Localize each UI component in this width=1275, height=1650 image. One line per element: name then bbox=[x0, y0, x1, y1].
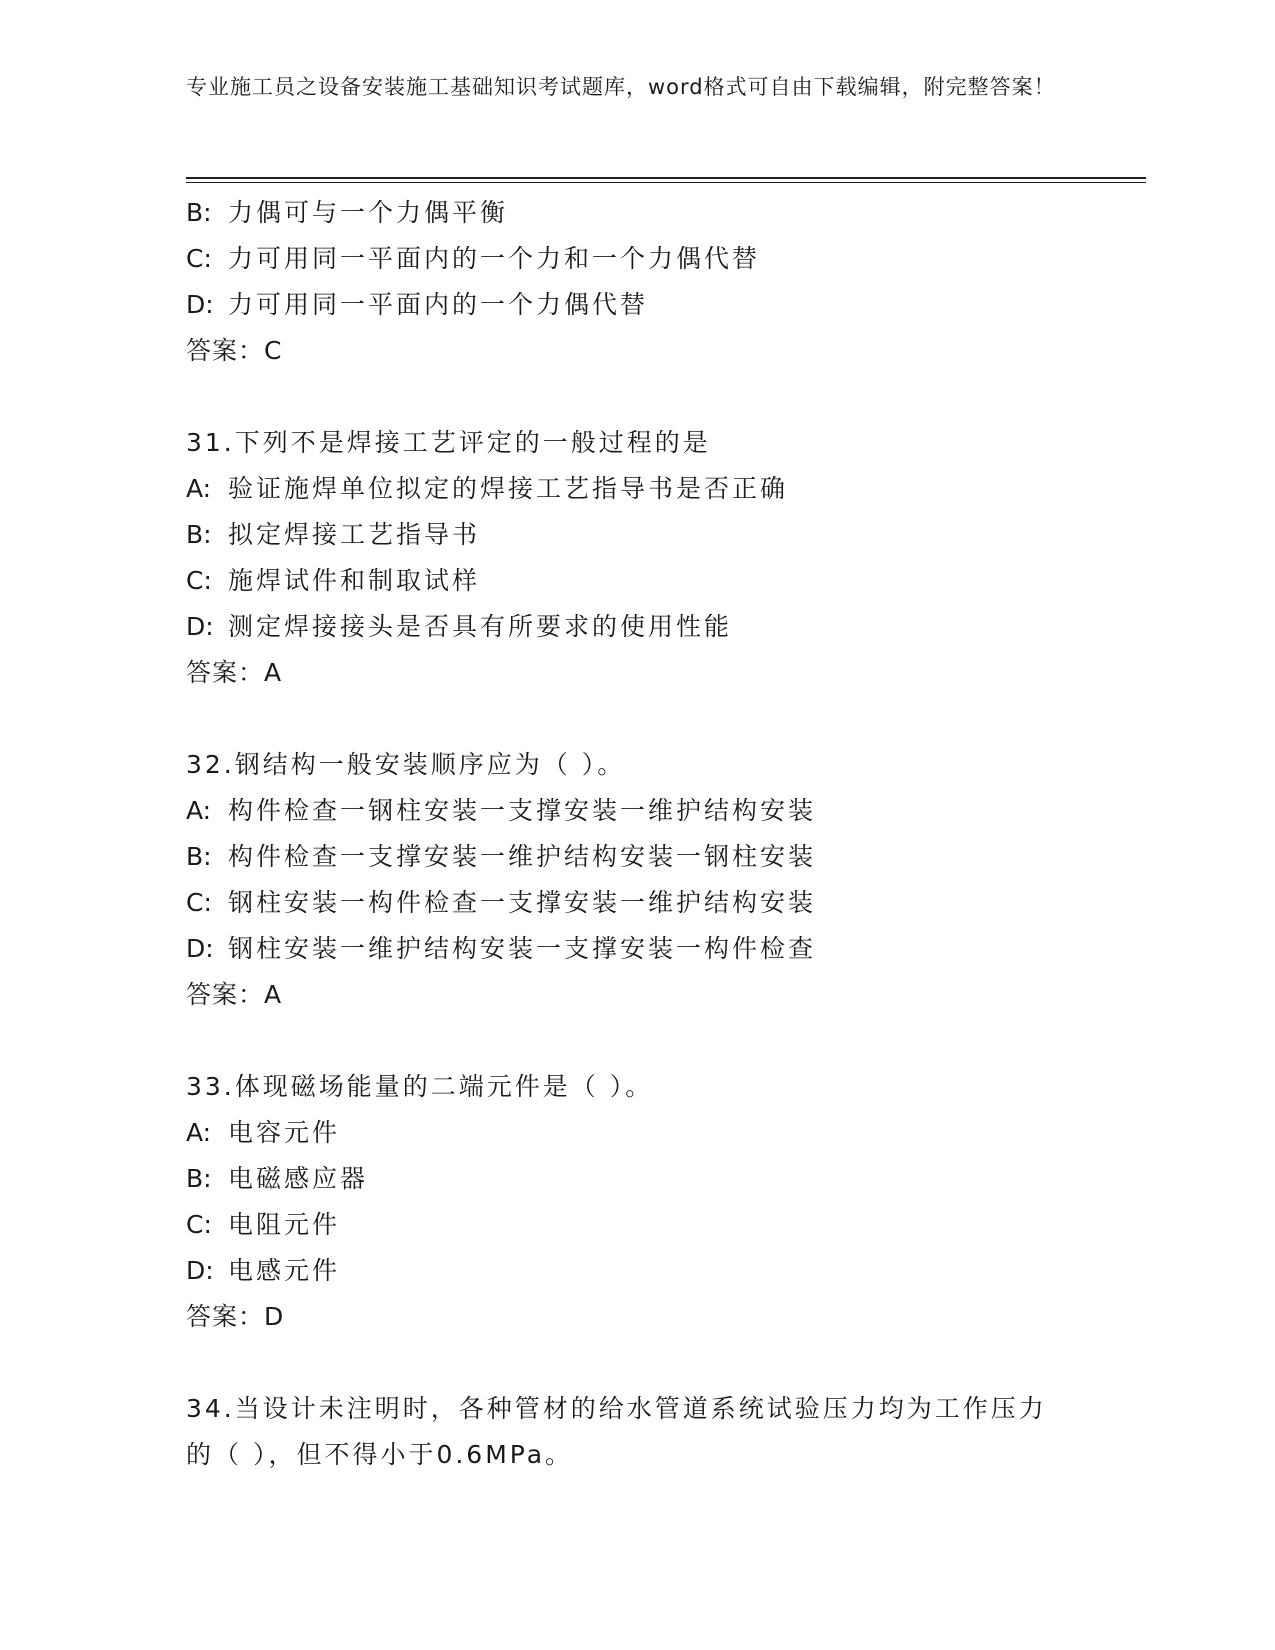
header-rule-thin bbox=[186, 182, 1146, 183]
option-a bbox=[186, 466, 1086, 512]
option-letter: A: bbox=[186, 796, 212, 825]
option-d bbox=[186, 604, 1086, 650]
option-text: 验证施焊单位拟定的焊接工艺指导书是否正确 bbox=[228, 474, 789, 503]
option-text: 测定焊接接头是否具有所要求的使用性能 bbox=[228, 612, 733, 641]
option-text: 电感元件 bbox=[228, 1256, 341, 1285]
option-letter: D: bbox=[186, 290, 214, 319]
option-d bbox=[186, 282, 1086, 328]
option-letter: D: bbox=[186, 1256, 214, 1285]
option-letter: B: bbox=[186, 842, 212, 871]
option-b bbox=[186, 1156, 1086, 1202]
answer-line: 答案：C bbox=[186, 336, 283, 365]
option-letter: C: bbox=[186, 888, 212, 917]
question-33 bbox=[186, 1064, 1086, 1340]
option-letter: C: bbox=[186, 244, 212, 273]
option-c bbox=[186, 880, 1086, 926]
option-letter: B: bbox=[186, 520, 212, 549]
header-rule-thick bbox=[186, 177, 1146, 179]
question-stem: 32.钢结构一般安装顺序应为（ ）。 bbox=[186, 750, 626, 779]
option-text: 电容元件 bbox=[228, 1118, 341, 1147]
option-text: 拟定焊接工艺指导书 bbox=[228, 520, 481, 549]
question-32 bbox=[186, 742, 1086, 1018]
answer-line: 答案：D bbox=[186, 1302, 285, 1331]
option-a bbox=[186, 788, 1086, 834]
option-text: 构件检查一钢柱安装一支撑安装一维护结构安装 bbox=[228, 796, 817, 825]
option-c bbox=[186, 1202, 1086, 1248]
question-stem: 33.体现磁场能量的二端元件是（ ）。 bbox=[186, 1072, 654, 1101]
option-text: 钢柱安装一维护结构安装一支撑安装一构件检查 bbox=[228, 934, 817, 963]
question-30-continued bbox=[186, 190, 1086, 374]
option-letter: C: bbox=[186, 566, 212, 595]
option-text: 力可用同一平面内的一个力偶代替 bbox=[228, 290, 649, 319]
question-list bbox=[186, 190, 1086, 1478]
option-text: 力偶可与一个力偶平衡 bbox=[228, 198, 509, 227]
option-d bbox=[186, 1248, 1086, 1294]
option-letter: B: bbox=[186, 198, 212, 227]
option-text: 钢柱安装一构件检查一支撑安装一维护结构安装 bbox=[228, 888, 817, 917]
question-31 bbox=[186, 420, 1086, 696]
option-letter: A: bbox=[186, 1118, 212, 1147]
option-letter: D: bbox=[186, 934, 214, 963]
option-b bbox=[186, 512, 1086, 558]
answer-line: 答案：A bbox=[186, 980, 283, 1009]
option-d bbox=[186, 926, 1086, 972]
option-letter: D: bbox=[186, 612, 214, 641]
option-text: 电阻元件 bbox=[228, 1210, 341, 1239]
option-letter: B: bbox=[186, 1164, 212, 1193]
option-letter: A: bbox=[186, 474, 212, 503]
answer-line: 答案：A bbox=[186, 658, 283, 687]
option-b bbox=[186, 190, 1086, 236]
option-text: 构件检查一支撑安装一维护结构安装一钢柱安装 bbox=[228, 842, 817, 871]
question-stem: 31.下列不是焊接工艺评定的一般过程的是 bbox=[186, 428, 711, 457]
question-34 bbox=[186, 1386, 1086, 1478]
option-text: 电磁感应器 bbox=[228, 1164, 369, 1193]
document-header: 专业施工员之设备安装施工基础知识考试题库，word格式可自由下载编辑，附完整答案！ bbox=[186, 75, 1056, 99]
option-text: 力可用同一平面内的一个力和一个力偶代替 bbox=[228, 244, 761, 273]
question-stem: 34.当设计未注明时，各种管材的给水管道系统试验压力均为工作压力的（ ），但不得小于0.6MPa。 bbox=[186, 1394, 1047, 1469]
option-b bbox=[186, 834, 1086, 880]
option-c bbox=[186, 236, 1086, 282]
option-c bbox=[186, 558, 1086, 604]
option-a bbox=[186, 1110, 1086, 1156]
option-text: 施焊试件和制取试样 bbox=[228, 566, 481, 595]
option-letter: C: bbox=[186, 1210, 212, 1239]
